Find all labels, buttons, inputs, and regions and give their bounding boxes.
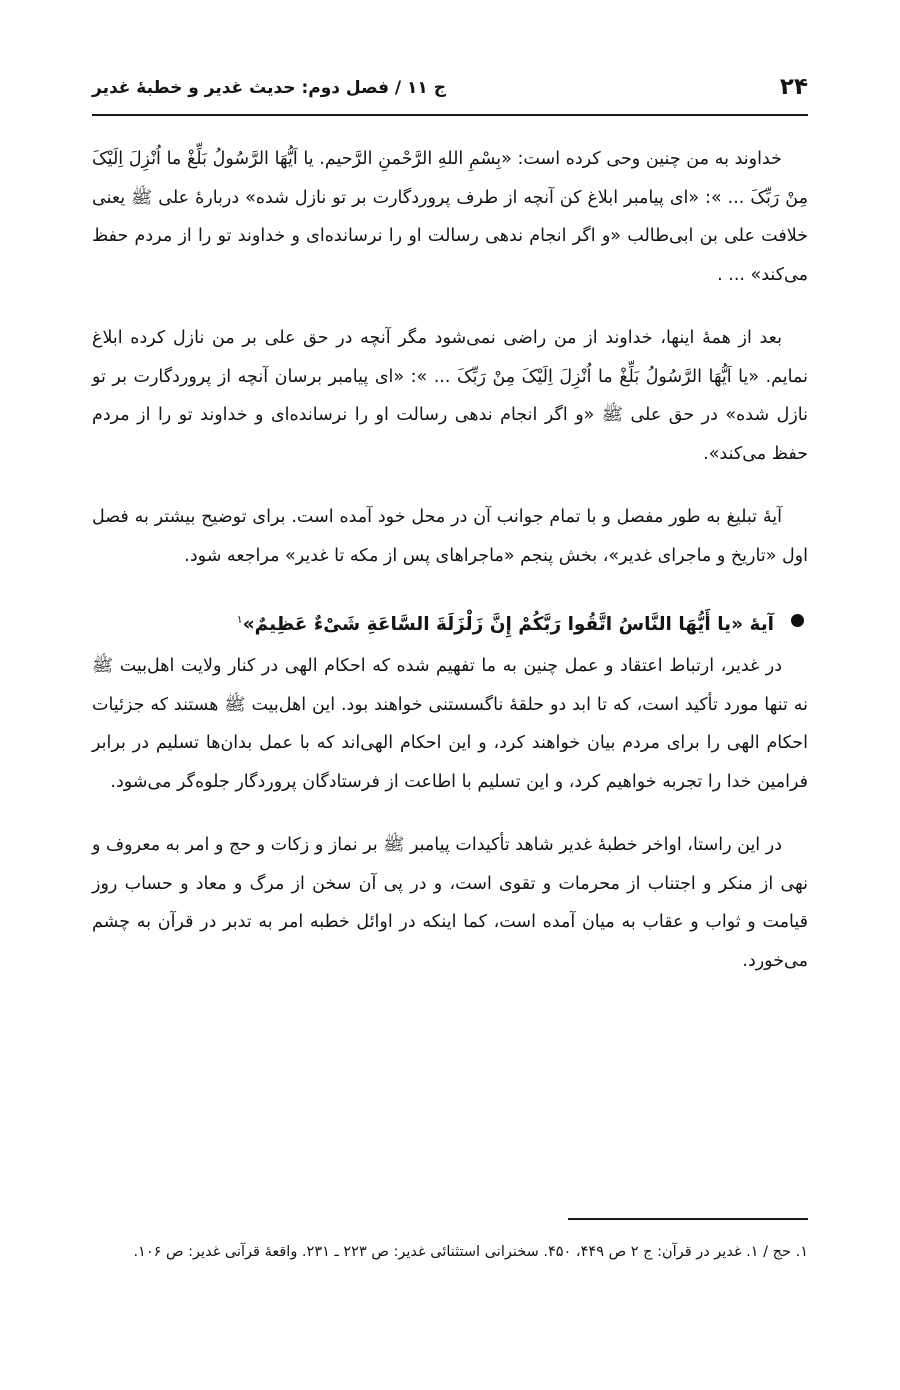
section-heading [92,600,808,645]
page-body [92,140,808,1005]
footnote: ۱. حج / ۱. غدیر در قرآن: ج ۲ ص ۴۴۹، ۴۵۰. سخنرانی استثنائی غدیر: ص ۲۲۳ ـ ۲۳۱. واقعهٔ قرآنی غدیر: ص ۱۰۶. [133,1244,808,1260]
page-number: ۲۴ [779,74,808,100]
footnote-mark[interactable]: ۱ [236,613,243,626]
paragraph-2: بعد از همهٔ اینها، خداوند از من راضی نمی‌شود مگر آنچه در حق علی بر من نازل کرده ابلاغ نمایم. «یا اَیُّهَا الرَّسُولُ بَلِّغْ ما اُنْزِلَ اِلَیْکَ مِنْ رَبِّکَ ... »: «ای پیامبر برسان آنچه از پروردگارت بر تو نازل شده» در حق علی ﷺ «و اگر انجام ندهی رسالت او را نرسانده‌ای و خداوند تو را از مردم حفظ می‌کند». [92,328,808,464]
section-heading-text: آیهٔ «یا أَیُّهَا النَّاسُ اتَّقُوا رَبَّکُمْ إِنَّ زَلْزَلَةَ السَّاعَةِ شَیْءٌ عَظِیمٌ» [242,614,774,636]
bullet-icon [791,614,804,627]
paragraph-1: خداوند به من چنین وحی کرده است: «بِسْمِ اللهِ الرَّحْمنِ الرَّحیم. یا اَیُّهَا الرَّسُولُ بَلِّغْ ما اُنْزِلَ اِلَیْکَ مِنْ رَبِّکَ ... »: «ای پیامبر ابلاغ کن آنچه از طرف پروردگارت بر تو نازل شده» دربارهٔ علی ﷺ یعنی خلافت علی بن ابی‌طالب «و اگر انجام ندهی رسالت او را نرسانده‌ای و خداوند تو را از مردم حفظ می‌کند» ... . [92,149,808,285]
running-title: ج ۱۱ / فصل دوم: حدیث غدیر و خطبهٔ غدیر [92,78,446,98]
footnote-rule [568,1218,808,1220]
paragraph-3: آیهٔ تبلیغ به طور مفصل و با تمام جوانب آن در محل خود آمده است. برای توضیح بیشتر به فصل اول «تاریخ و ماجرای غدیر»، بخش پنجم «ماجراهای پس از مکه تا غدیر» مراجعه شود. [92,507,808,566]
header-rule [92,114,808,116]
paragraph-4: در غدیر، ارتباط اعتقاد و عمل چنین به ما تفهیم شده که احکام الهی در کنار ولایت اهل‌بیت ﷺ نه تنها مورد تأکید است، که تا ابد دو حلقهٔ ناگسستنی خواهند بود. این اهل‌بیت ﷺ هستند که جزئیات احکام الهی را برای مردم بیان خواهند کرد، و این احکام الهی‌اند که با عمل بدان‌ها تسلیم در برابر فرامین خدا را تجربه خواهیم کرد، و این تسلیم با اطاعت از فرستادگان پروردگار جلوه‌گر می‌شود. [92,656,808,792]
page-header [92,72,808,112]
paragraph-5: در این راستا، اواخر خطبهٔ غدیر شاهد تأکیدات پیامبر ﷺ بر نماز و زکات و حج و امر به معروف و نهی از منکر و اجتناب از محرمات و تقوی است، و در پی آن سخن از مرگ و معاد و حساب روز قیامت و ثواب و عقاب به میان آمده است، کما اینکه در اوائل خطبه امر به تدبر در قرآن به چشم می‌خورد. [92,835,808,971]
